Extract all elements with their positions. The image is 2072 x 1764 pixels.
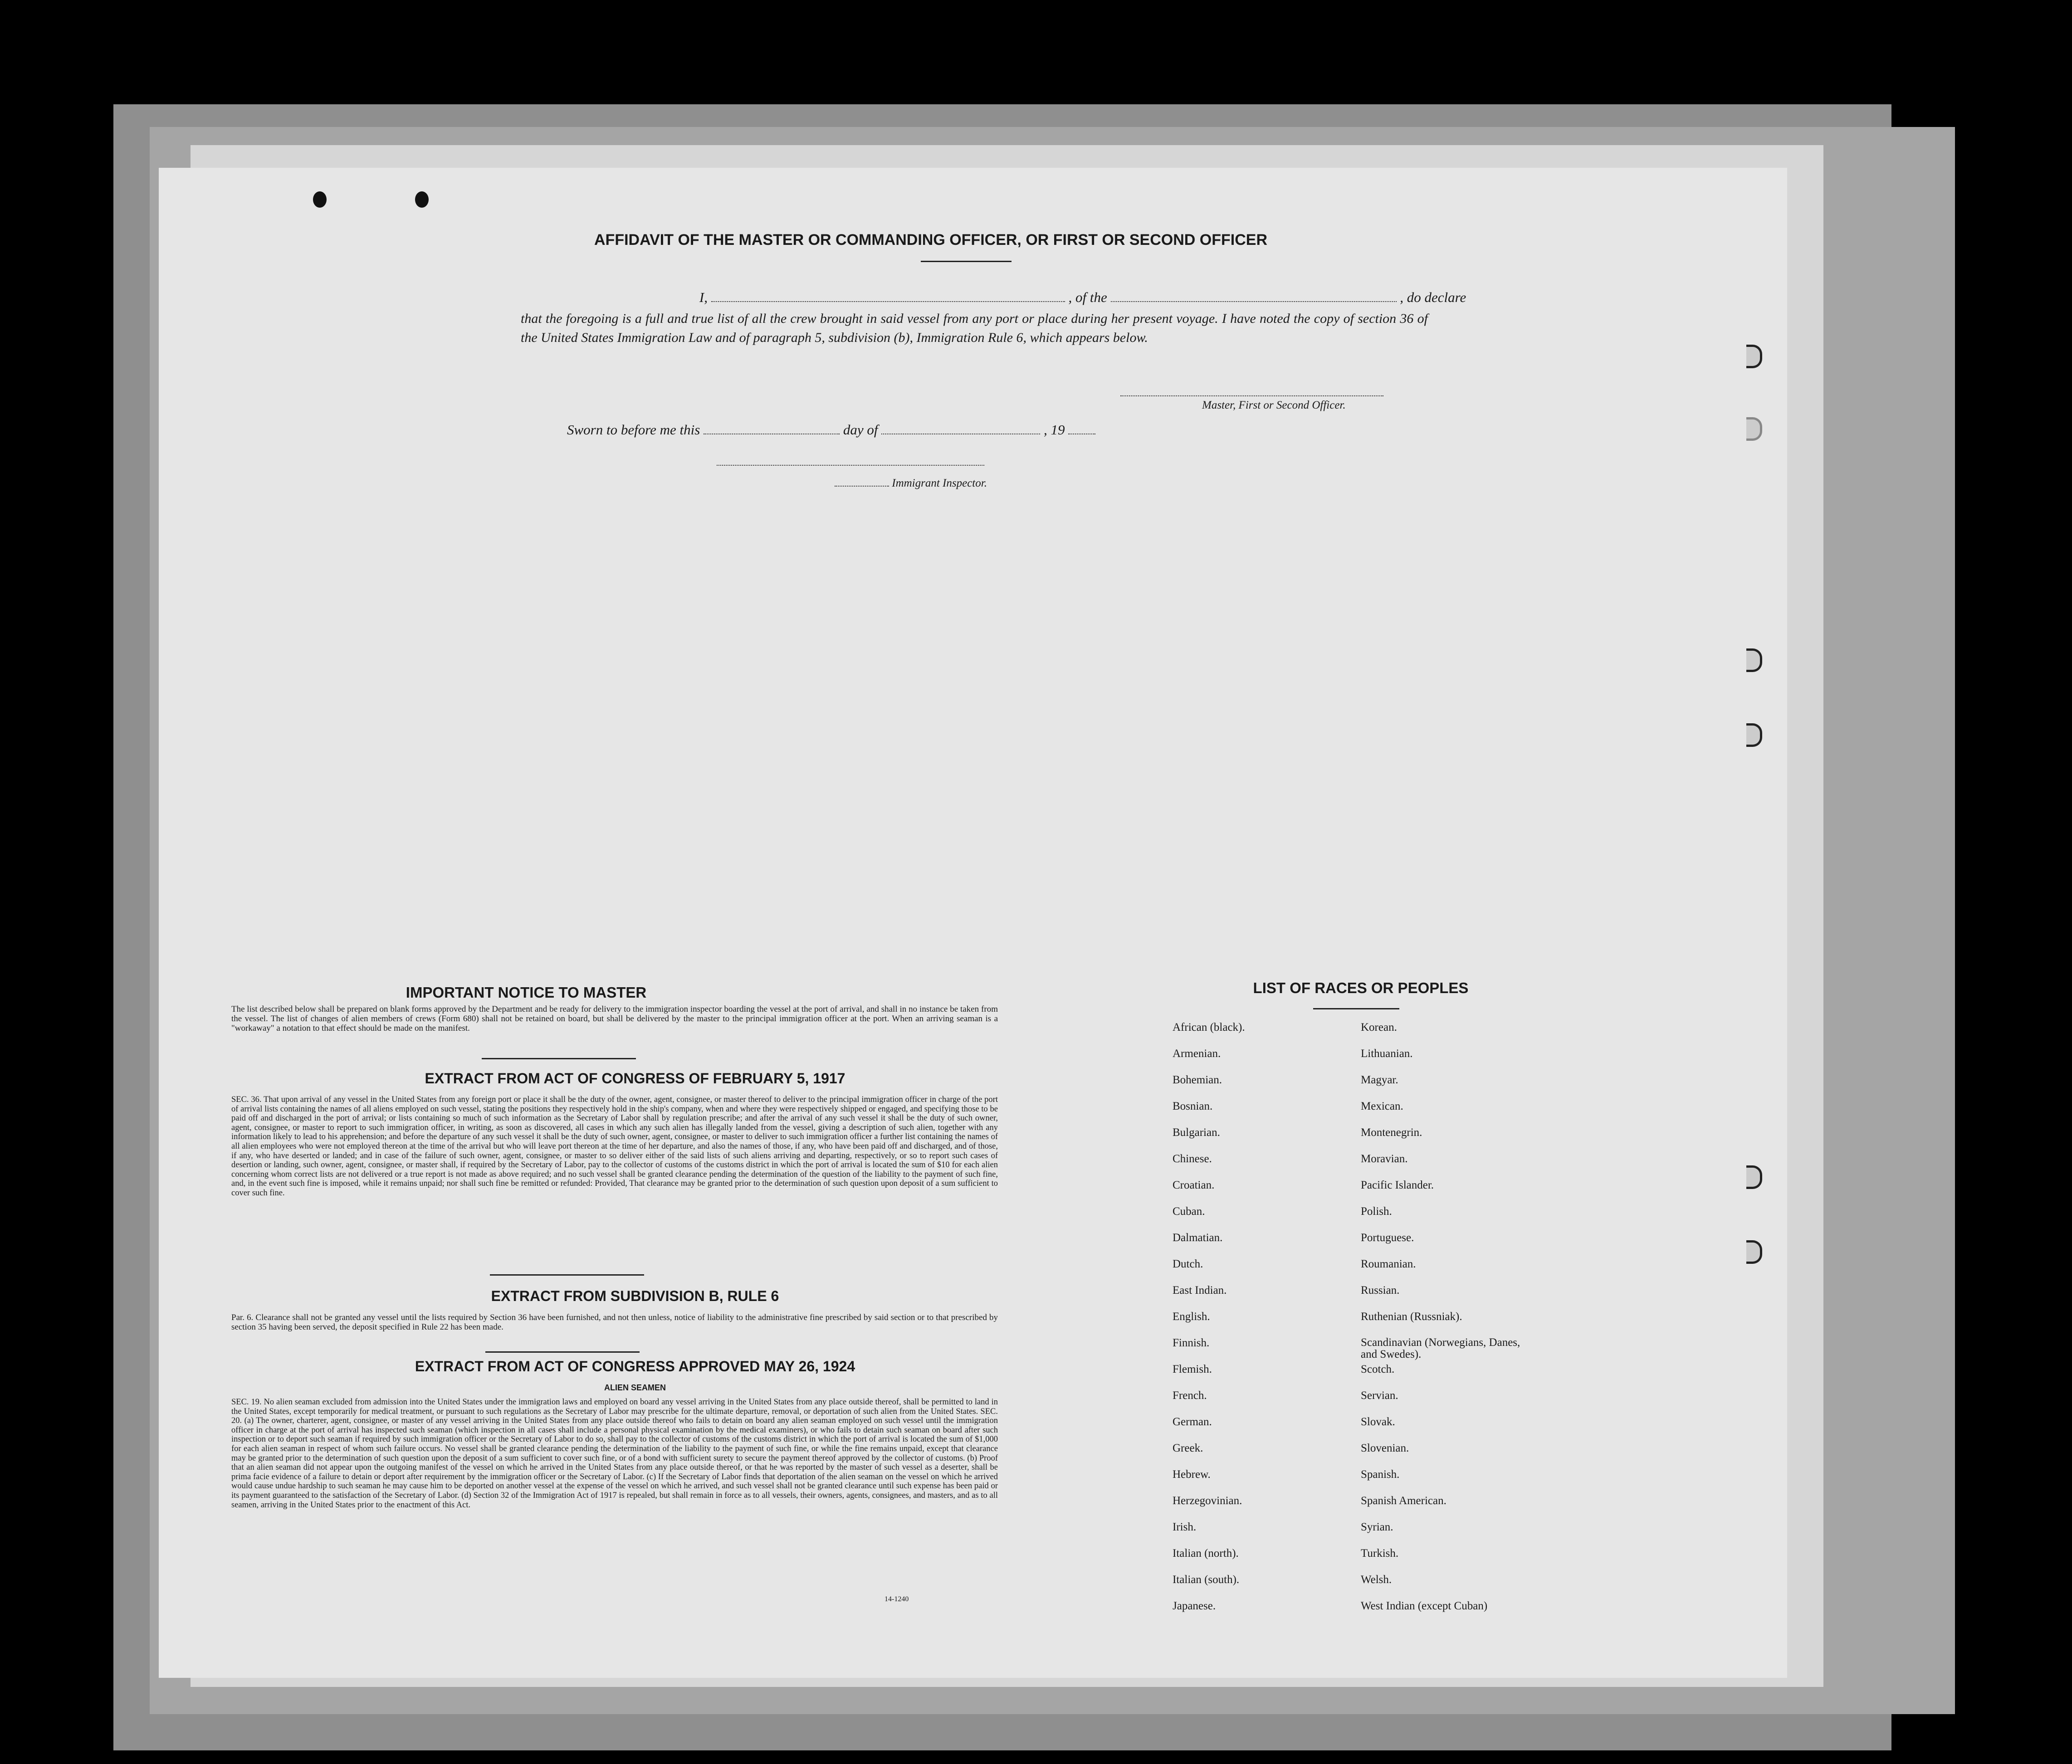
- notice-body: The list described below shall be prepared on blank forms approved by the Department and be ready for delivery to the immigration inspector boarding the vessel at the port of arrival, and shall in no instance be taken from the vessel. The list of changes of alien members of crews (Form 680) shall not be retained on board, but shall be delivered by the master to the principal immigration officer at the port. When an arriving seaman is a "workaway" a notation to that effect should be made on the manifest.: [231, 1004, 998, 1033]
- punch-hole-right-6: [1746, 1240, 1762, 1264]
- race-item: Turkish.: [1361, 1547, 1399, 1559]
- race-item: Armenian.: [1173, 1048, 1221, 1060]
- race-item: Korean.: [1361, 1021, 1397, 1033]
- extract-1917-title: EXTRACT FROM ACT OF CONGRESS OF FEBRUARY 5, 1917: [425, 1070, 845, 1087]
- affidavit-i: I,: [699, 289, 708, 305]
- affidavit-body: that the foregoing is a full and true list of all the crew brought in said vessel from any port or place during her present voyage. I have noted the copy of section 36 of the United States Immigration Law and of paragraph 5, subdivision (b), Immigration Rule 6, which appears below.: [521, 311, 1428, 345]
- race-item: Russian.: [1361, 1284, 1400, 1296]
- extract-1924-subtitle: ALIEN SEAMEN: [604, 1383, 666, 1392]
- race-item: Herzegovinian.: [1173, 1495, 1242, 1507]
- affidavit-do-declare: , do declare: [1400, 289, 1466, 305]
- punch-hole-left-2: [415, 191, 429, 208]
- race-item: Montenegrin.: [1361, 1126, 1422, 1139]
- race-item: Cuban.: [1173, 1205, 1205, 1218]
- race-item: Pacific Islander.: [1361, 1179, 1434, 1191]
- races-title-rule: [1313, 1008, 1399, 1009]
- race-item: East Indian.: [1173, 1284, 1227, 1296]
- race-item: Spanish.: [1361, 1468, 1400, 1481]
- sworn-line: [567, 422, 1247, 438]
- affidavit-declaration-line: [567, 289, 1583, 306]
- race-item: Scotch.: [1361, 1363, 1395, 1375]
- race-item: African (black).: [1173, 1021, 1245, 1033]
- punch-hole-right-1: [1746, 345, 1762, 368]
- notice-title: IMPORTANT NOTICE TO MASTER: [406, 984, 647, 1001]
- sworn-prefix: Sworn to before me this: [567, 422, 700, 438]
- race-item: Syrian.: [1361, 1521, 1393, 1533]
- race-item: Magyar.: [1361, 1074, 1398, 1086]
- punch-hole-right-4: [1746, 723, 1762, 747]
- race-item: Croatian.: [1173, 1179, 1215, 1191]
- race-item: English.: [1173, 1311, 1210, 1323]
- punch-hole-right-2: [1746, 417, 1762, 441]
- race-item: Ruthenian (Russniak).: [1361, 1311, 1462, 1323]
- race-item: Chinese.: [1173, 1153, 1212, 1165]
- inspector-signature-line[interactable]: [717, 465, 984, 466]
- punch-hole-left-1: [313, 191, 327, 208]
- races-right-column: [1361, 1021, 1533, 1626]
- signature-label: Master, First or Second Officer.: [1202, 399, 1346, 411]
- extract-rule6-title: EXTRACT FROM SUBDIVISION B, RULE 6: [491, 1288, 779, 1304]
- race-item: Servian.: [1361, 1389, 1398, 1402]
- affidavit-title: AFFIDAVIT OF THE MASTER OR COMMANDING OFFICER, OR FIRST OR SECOND OFFICER: [594, 231, 1267, 249]
- race-item: Greek.: [1173, 1442, 1203, 1454]
- sworn-year: , 19: [1043, 422, 1065, 438]
- name-field[interactable]: [711, 301, 1065, 302]
- race-item: Lithuanian.: [1361, 1048, 1413, 1060]
- race-item: Moravian.: [1361, 1153, 1408, 1165]
- punch-hole-right-5: [1746, 1165, 1762, 1189]
- inspector-name-field[interactable]: [835, 486, 889, 487]
- form-number: 14-1240: [885, 1595, 909, 1603]
- extract-1924-body: SEC. 19. No alien seaman excluded from admission into the United States under the immigration laws and employed on board any vessel arriving in the United States from any place outside thereof, shall be permitted to land in the United States, except temporarily for medical treatment, or pursuant to such regulations as the Secretary of Labor may prescribe for the ultimate departure, removal, or deportation of such alien from the United States. SEC. 20. (a) The owner, charterer, agent, consignee, or master of any vessel arriving in the United States from any place outside thereof who fails to detain on board any alien seaman employed on such vessel until the immigration officer in charge at the port of arrival has inspected such seaman (which inspection in all cases shall include a personal physical examination by the medical examiners), or who fails to detain such seaman on board after such inspection or to deport such seaman if required by such immigration officer or the Secretary of Labor to do so, shall pay to the collector of customs of the customs district in which the port of arrival is located the sum of $1,000 for each alien seaman in respect of whom such failure occurs. No vessel shall be granted clearance pending the determination of the liability to the payment of such fine, or while the fine remains unpaid, except that clearance may be granted prior to the determination of such question upon the deposit of a sum sufficient to cover such fine, or of a bond with sufficient surety to secure the payment thereof approved by the collector of customs. (b) Proof that an alien seaman did not appear upon the outgoing manifest of the vessel on which he arrived in the United States from any place outside thereof, or that he was reported by the master of such vessel as a deserter, shall be prima facie evidence of a failure to detain or deport after requirement by the immigration officer or the Secretary of Labor. (c) If the Secretary of Labor finds that deportation of the alien seaman on the vessel on which he arrived would cause undue hardship to such seaman he may cause him to be deported on another vessel at the expense of the vessel on which he arrived, and such vessel shall not be granted clearance until such expense has been paid or its payment guaranteed to the satisfaction of the Secretary of Labor. (d) Section 32 of the Immigration Act of 1917 is repealed, but shall remain in force as to all vessels, their owners, agents, consignees, and masters, and as to all seamen, arriving in the United States prior to the enactment of this Act.: [231, 1398, 998, 1510]
- race-item: Bohemian.: [1173, 1074, 1222, 1086]
- race-item: Dutch.: [1173, 1258, 1203, 1270]
- race-item: Italian (north).: [1173, 1547, 1239, 1559]
- race-item: Japanese.: [1173, 1600, 1216, 1612]
- extract-1917-body: SEC. 36. That upon arrival of any vessel in the United States from any foreign port or place it shall be the duty of the owner, agent, consignee, or master thereof to deliver to the principal immigration officer in charge of the port of arrival lists containing the names of all aliens employed on such vessel, stating the positions they respectively hold in the ship's company, when and where they were respectively shipped or engaged, and specifying those to be paid off and discharged in the port of arrival; or lists containing so much of such information as the Secretary of Labor shall by regulation prescribe; and after the arrival of any such vessel it shall be the duty of such owner, agent, consignee, or master to report to such immigration officer, in writing, as soon as discovered, all cases in which any such alien has illegally landed from the vessel, giving a description of such alien, together with any information likely to lead to his apprehension; and before the departure of any such vessel it shall be the duty of such owner, agent, consignee, or master to deliver to such immigration officer a further list containing the names of all alien employees who were not employed thereon at the time of the arrival but who will leave port thereon at the time of her departure, and also the names of those, if any, who have been paid off and discharged, and of those, if any, who have deserted or landed; and in case of the failure of such owner, agent, consignee, or master to so deliver either of the said lists of such aliens arriving and departing, respectively, or so to report such cases of desertion or landing, such owner, agent, consignee, or master shall, if required by the Secretary of Labor, pay to the collector of customs of the customs district in which the port of arrival is located the sum of $10 for each alien concerning whom correct lists are not delivered or a true report is not made as above required; and no such vessel shall be granted clearance pending the determination of the question of the liability to the payment of such fine, and, in the event such fine is imposed, while it remains unpaid; nor shall such fine be remitted or refunded: Provided, That clearance may be granted prior to the determination of such question upon deposit of a sum sufficient to cover such fine.: [231, 1095, 998, 1198]
- races-title: LIST OF RACES OR PEOPLES: [1253, 979, 1469, 996]
- extract-1917-rule: [490, 1274, 644, 1276]
- race-item: Roumanian.: [1361, 1258, 1416, 1270]
- race-item: Slovak.: [1361, 1416, 1395, 1428]
- race-item: French.: [1173, 1389, 1207, 1402]
- race-item: Welsh.: [1361, 1574, 1392, 1586]
- punch-hole-right-3: [1746, 648, 1762, 672]
- race-item: Italian (south).: [1173, 1574, 1240, 1586]
- vessel-field[interactable]: [1111, 301, 1397, 302]
- race-item: Spanish American.: [1361, 1495, 1446, 1507]
- race-item: Hebrew.: [1173, 1468, 1211, 1481]
- race-item: German.: [1173, 1416, 1212, 1428]
- extract-rule6-body: Par. 6. Clearance shall not be granted any vessel until the lists required by Section 36 have been furnished, and not then unless, notice of liability to the administrative fine prescribed by said section or to that prescribed by section 35 having been served, the deposit specified in Rule 22 has been made.: [231, 1313, 998, 1332]
- race-item: Portuguese.: [1361, 1232, 1414, 1244]
- signature-line[interactable]: [1120, 395, 1383, 396]
- race-item: Mexican.: [1361, 1100, 1403, 1112]
- race-item: Polish.: [1361, 1205, 1392, 1218]
- affidavit-title-rule: [921, 261, 1012, 262]
- sworn-day-of: day of: [843, 422, 878, 438]
- affidavit-of-the: , of the: [1068, 289, 1107, 305]
- race-item: Irish.: [1173, 1521, 1197, 1533]
- extract-rule6-rule: [485, 1351, 640, 1353]
- race-item: Dalmatian.: [1173, 1232, 1223, 1244]
- form-page: [159, 168, 1787, 1678]
- races-left-column: [1173, 1021, 1245, 1626]
- inspector-label-text: Immigrant Inspector.: [892, 477, 987, 489]
- extract-1924-title: EXTRACT FROM ACT OF CONGRESS APPROVED MAY 26, 1924: [415, 1358, 855, 1374]
- race-item: Bulgarian.: [1173, 1126, 1220, 1139]
- notice-rule: [482, 1058, 636, 1059]
- race-item: Finnish.: [1173, 1337, 1210, 1349]
- race-item: Bosnian.: [1173, 1100, 1213, 1112]
- race-item: Scandinavian (Norwegians, Danes, and Swedes).: [1361, 1336, 1520, 1360]
- inspector-label: [835, 477, 987, 490]
- race-item: West Indian (except Cuban): [1361, 1600, 1488, 1612]
- race-item: Slovenian.: [1361, 1442, 1409, 1454]
- race-item: Flemish.: [1173, 1363, 1212, 1375]
